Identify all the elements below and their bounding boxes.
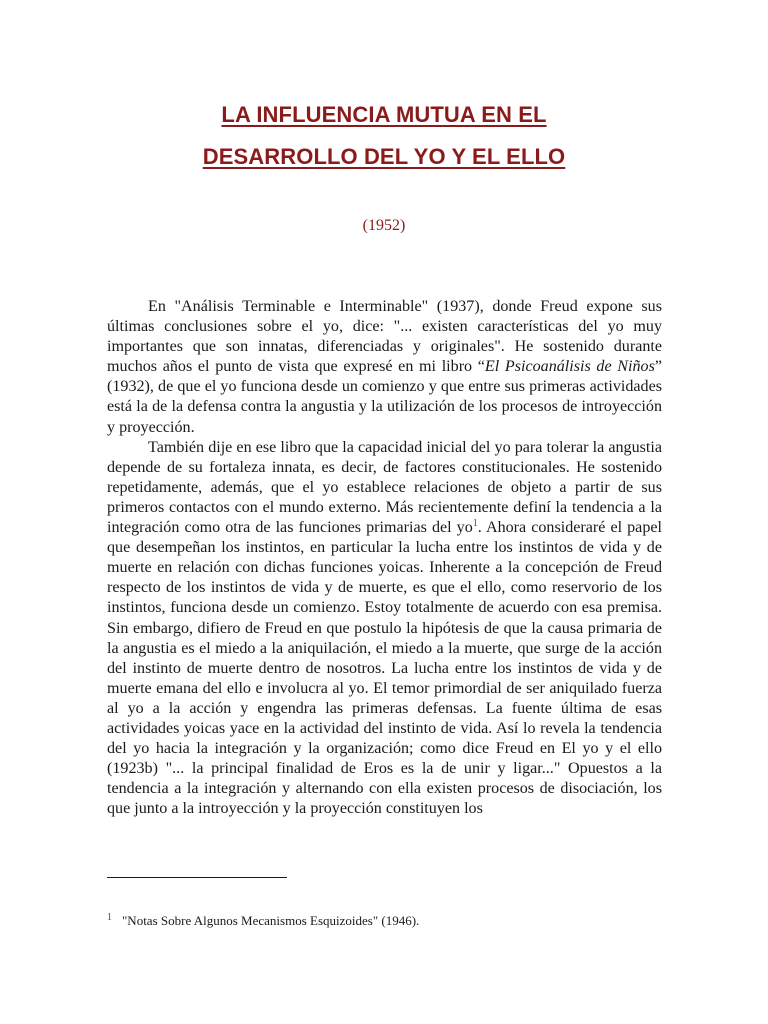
footnote-reference[interactable]: 1 — [472, 518, 478, 530]
document-title — [0, 104, 768, 168]
paragraph-2 — [107, 438, 662, 820]
document-body — [107, 297, 662, 819]
paragraph-1-text-a: En "Análisis Terminable e Interminable" (1937), donde Freud expone sus últimas conclusiones sobre el yo, dice: "... existen características del yo muy importantes que son innatas, diferenciadas y originales". He sostenido durante muchos años el punto de vista que expresé en mi libro “ — [107, 298, 662, 376]
paragraph-2-text-a: También dije en ese libro que la capacidad inicial del yo para tolerar la angustia depende de su fortaleza innata, es decir, de factores constitucionales. He sostenido repetidamente, además, que el yo establece relaciones de objeto a partir de sus primeros contactos con el mundo externo. Más recientemente definí la tendencia a la integración como otra de las funciones primarias del yo — [107, 438, 662, 537]
footnote-text: "Notas Sobre Algunos Mecanismos Esquizoides" (1946). — [122, 913, 420, 928]
title-line-2: DESARROLLO DEL YO Y EL ELLO — [202, 144, 566, 169]
book-title: El Psicoanálisis de Niños — [484, 358, 655, 376]
footnote — [107, 910, 662, 929]
footnote-divider — [107, 877, 287, 878]
paragraph-1 — [107, 297, 662, 438]
document-year: (1952) — [362, 217, 406, 234]
paragraph-1-text-b: ” (1932), de que el yo funciona desde un comienzo y que entre sus primeras actividades está la de la defensa contra la angustia y la utilización de los procesos de introyección y proyección. — [107, 358, 662, 436]
paragraph-2-text-b: . Ahora consideraré el papel que desempeñan los instintos, en particular la lucha entre los instintos de vida y de muerte en relación con dichas funciones yoicas. Inherente a la concepción de Freud respecto de los instintos de vida y de muerte, es que el ello, como reservorio de los instintos, funciona desde un comienzo. Estoy totalmente de acuerdo con esa premisa. Sin embargo, difiero de Freud en que postulo la hipótesis de que la causa primaria de la angustia es el miedo a la aniquilación, el miedo a la muerte, que surge de la acción del instinto de muerte dentro de nosotros. La lucha entre los instintos de vida y de muerte emana del ello e involucra al yo. El temor primordial de ser aniquilado fuerza al yo a la acción y engendra las primeras defensas. La fuente última de esas actividades yoicas yace en la actividad del instinto de vida. Así lo revela la tendencia del yo hacia la integración y la organización; como dice Freud en El yo y el ello (1923b) "... la principal finalidad de Eros es la de unir y ligar..." Opuestos a la tendencia a la integración y alternando con ella existen procesos de disociación, los que junto a la introyección y la proyección constituyen los — [107, 519, 662, 818]
title-line-1: LA INFLUENCIA MUTUA EN EL — [221, 102, 547, 127]
footnote-marker: 1 — [107, 912, 112, 923]
